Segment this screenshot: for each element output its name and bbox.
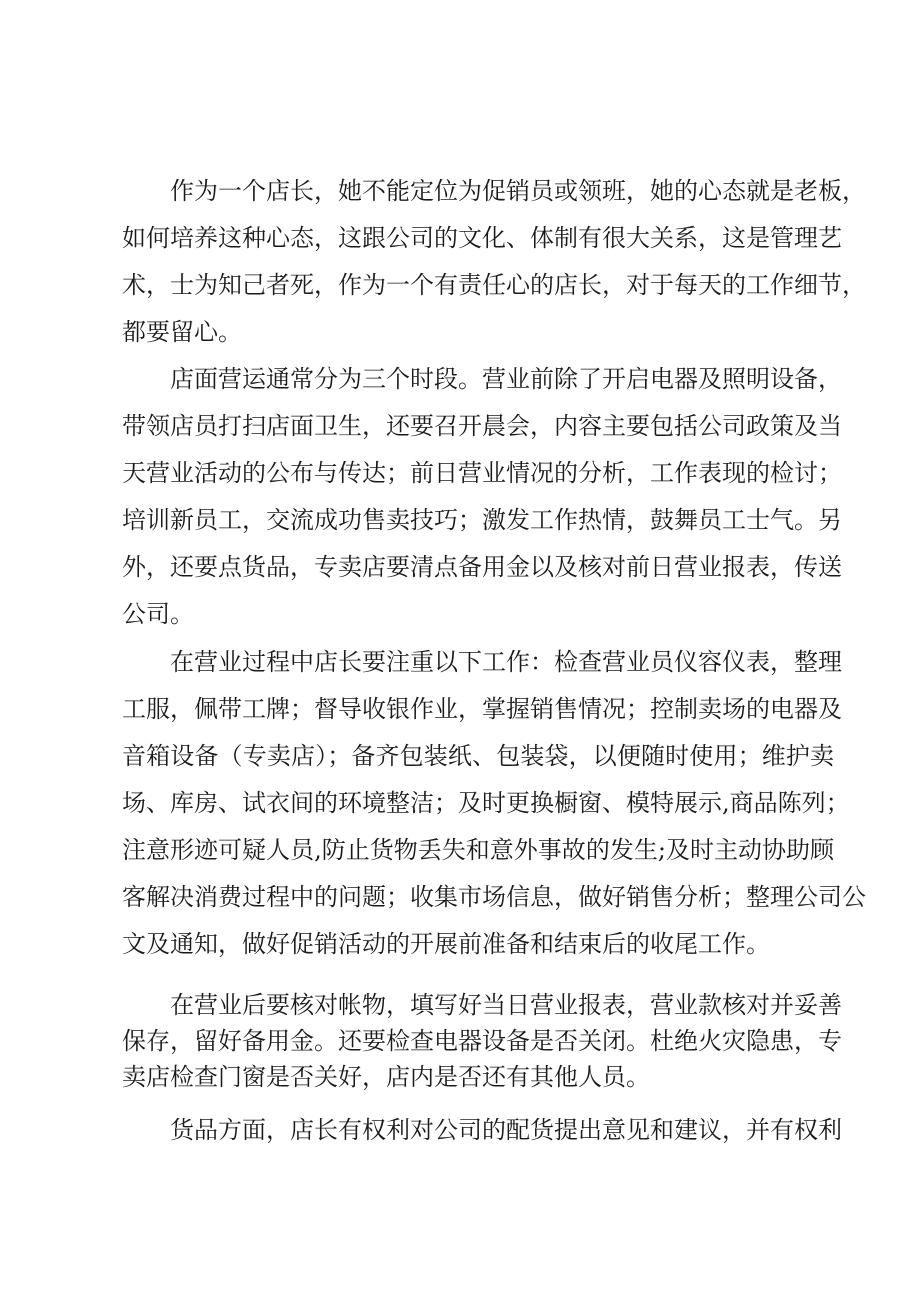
paragraph-2-line-5: 外，还要点货品，专卖店要清点备用金以及核对前日营业报表，传送: [122, 553, 842, 581]
paragraph-5-line-1: 货品方面，店长有权利对公司的配货提出意见和建议，并有权利: [170, 1116, 842, 1144]
paragraph-4-line-2: 保存，留好备用金。还要检查电器设备是否关闭。杜绝火灾隐患，专: [122, 1027, 842, 1055]
paragraph-1-line-1: 作为一个店长，她不能定位为促销员或领班，她的心态就是老板，: [170, 177, 866, 205]
paragraph-2-line-1: 店面营运通常分为三个时段。营业前除了开启电器及照明设备，: [170, 365, 842, 393]
paragraph-3-line-5: 注意形迹可疑人员,防止货物丢失和意外事故的发生;及时主动协助顾: [122, 836, 834, 864]
paragraph-2-line-4: 培训新员工，交流成功售卖技巧；激发工作热情，鼓舞员工士气。另: [122, 506, 842, 534]
paragraph-2-line-3: 天营业活动的公布与传达；前日营业情况的分析，工作表现的检讨；: [122, 459, 842, 487]
paragraph-3-line-6: 客解决消费过程中的问题；收集市场信息，做好销售分析；整理公司公: [122, 883, 866, 911]
paragraph-3-line-7: 文及通知，做好促销活动的开展前准备和结束后的收尾工作。: [122, 930, 770, 958]
paragraph-3-line-1: 在营业过程中店长要注重以下工作：检查营业员仪容仪表，整理: [170, 648, 842, 676]
paragraph-3-line-3: 音箱设备（专卖店）；备齐包装纸、包装袋，以便随时使用；维护卖: [122, 742, 834, 770]
paragraph-4-line-1: 在营业后要核对帐物，填写好当日营业报表，营业款核对并妥善: [170, 991, 842, 1019]
paragraph-3-line-2: 工服，佩带工牌；督导收银作业，掌握销售情况；控制卖场的电器及: [122, 695, 842, 723]
paragraph-2-line-2: 带领店员打扫店面卫生，还要召开晨会，内容主要包括公司政策及当: [122, 412, 842, 440]
paragraph-4-line-3: 卖店检查门窗是否关好，店内是否还有其他人员。: [122, 1063, 650, 1091]
paragraph-2-line-6: 公司。: [122, 600, 194, 628]
paragraph-3-line-4: 场、库房、试衣间的环境整洁；及时更换橱窗、模特展示,商品陈列；: [122, 789, 850, 817]
paragraph-1-line-4: 都要留心。: [122, 318, 242, 346]
paragraph-1-line-3: 术，士为知己者死，作为一个有责任心的店长，对于每天的工作细节，: [122, 271, 866, 299]
paragraph-1-line-2: 如何培养这种心态，这跟公司的文化、体制有很大关系，这是管理艺: [122, 224, 842, 252]
